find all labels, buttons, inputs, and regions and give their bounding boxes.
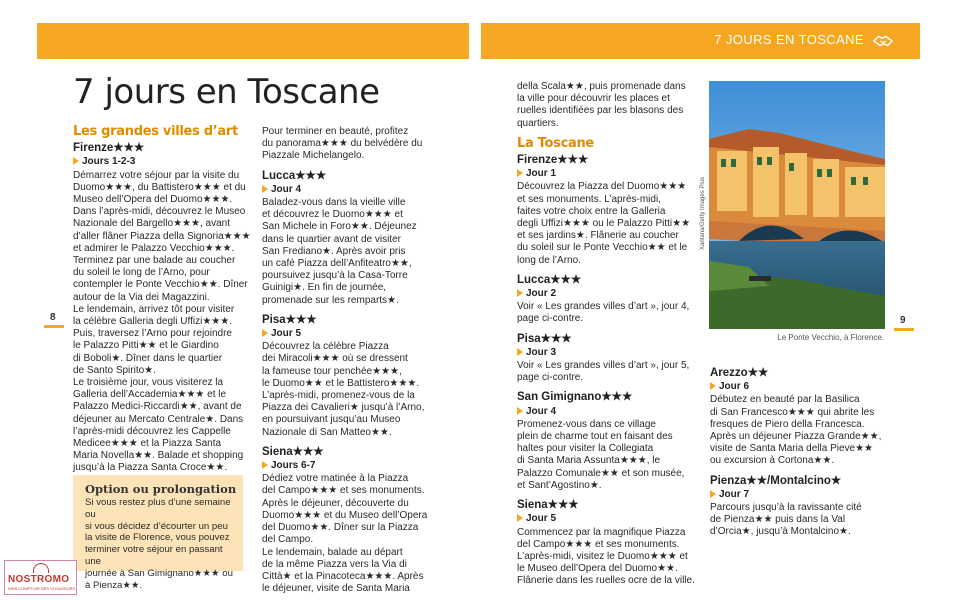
text-line: plein de charme tout en faisant des bbox=[517, 431, 673, 443]
text-line: degli Uffizi★★★ ou le Palazzo Pitti★★ bbox=[517, 218, 691, 230]
text-line: Découvrez la célèbre Piazza bbox=[262, 341, 389, 353]
text-line: le déjeuner, visite de Santa Maria bbox=[262, 583, 410, 595]
header-band-right bbox=[481, 23, 920, 59]
text-line: le Palazzo Pitti★★ et le Giardino bbox=[73, 340, 219, 352]
text-line: jusqu’à la Piazza Santa Croce★★. bbox=[73, 462, 228, 474]
paragraph bbox=[710, 502, 890, 539]
text-line: della Scala★★, puis promenade dans bbox=[517, 81, 686, 92]
day-heading: Jour 2 bbox=[517, 288, 697, 300]
text-line: autour de la Via dei Magazzini. bbox=[73, 291, 210, 303]
text-line: dans le quartier avant de visiter bbox=[262, 233, 401, 245]
photo-caption: Le Ponte Vecchio, à Florence. bbox=[777, 333, 884, 342]
paragraph bbox=[262, 197, 457, 307]
text-line: page ci-contre. bbox=[517, 372, 584, 384]
text-line: Piazzale Michelangelo. bbox=[262, 150, 365, 162]
text-line: l’après-midi découvrez les Cappelle bbox=[73, 425, 231, 437]
city-heading: Lucca★★★ bbox=[262, 169, 327, 182]
city-heading: San Gimignano★★★ bbox=[517, 391, 633, 404]
text-line: déjeuner au Mercato Centrale★. Dans bbox=[73, 413, 244, 425]
text-line: Piazza dei Cavalieri★ jusqu’à l’Arno, bbox=[262, 402, 425, 414]
text-line: Palazzo Comunale★★ et son musée, bbox=[517, 467, 685, 479]
text-line: et découvrez le Duomo★★★ et bbox=[262, 209, 403, 221]
text-line: Promenez-vous dans ce village bbox=[517, 418, 656, 430]
text-line: Pour terminer en beauté, profitez bbox=[262, 126, 409, 137]
text-line: visite de Santa Maria della Pieve★★ bbox=[710, 443, 874, 455]
text-line: dei Miracoli★★★ où se dressent bbox=[262, 353, 408, 365]
text-line: Voir « Les grandes villes d’art », jour 5, bbox=[517, 360, 690, 372]
text-line: terminer votre séjour en passant une bbox=[85, 544, 223, 567]
text-line: Medicee★★★ et la Piazza Santa bbox=[73, 438, 222, 450]
ponte-vecchio-photo bbox=[709, 81, 885, 329]
text-line: Dans l’après-midi, découvrez le Museo bbox=[73, 206, 246, 218]
running-title: 7 JOURS EN TOSCANE bbox=[714, 32, 864, 47]
text-line: Guinigi★. En fin de journée, bbox=[262, 282, 387, 294]
day-heading: Jour 4 bbox=[262, 184, 457, 196]
city-heading: Firenze★★★ bbox=[517, 154, 589, 167]
text-line: di San Francesco★★★ qui abrite les bbox=[710, 406, 875, 418]
text-line: long de l’Arno. bbox=[517, 254, 581, 266]
text-line: Le lendemain, arrivez tôt pour visiter bbox=[73, 303, 235, 315]
text-line: L’après-midi, promenez-vous de la bbox=[262, 390, 415, 402]
text-line: de Pienza★★ puis dans la Val bbox=[710, 514, 846, 526]
text-line: San Michele in Foro★★. Déjeunez bbox=[262, 221, 417, 233]
day-heading: Jour 5 bbox=[517, 513, 697, 525]
day-heading: Jour 5 bbox=[262, 328, 457, 340]
text-line: L’après-midi, visitez le Duomo★★★ et bbox=[517, 550, 688, 562]
text-line: Baladez-vous dans la vieille ville bbox=[262, 197, 406, 209]
day-heading: Jour 7 bbox=[710, 489, 890, 501]
text-line: d’aller flâner Piazza della Signoria★★★ bbox=[73, 230, 251, 242]
text-line: Après le déjeuner, découverte du bbox=[262, 497, 409, 509]
text-line: et admirer le Palazzo Vecchio★★★. bbox=[73, 242, 235, 254]
text-line: du soleil sur le Ponte Vecchio★★ et le bbox=[517, 242, 688, 254]
text-line: de la même Piazza vers la Via di bbox=[262, 558, 407, 570]
text-line: ou excursion à Cortona★★. bbox=[710, 455, 835, 467]
text-line: ruelles identifiées par les blasons des bbox=[517, 105, 684, 117]
text-line: fresques de Piero della Francesca. bbox=[710, 418, 865, 430]
handshake-icon bbox=[872, 30, 894, 52]
text-line: Terminez par une balade au coucher bbox=[73, 255, 236, 267]
day-heading: Jour 6 bbox=[710, 381, 890, 393]
text-line: Nazionale del Bargello★★★, avant bbox=[73, 218, 230, 230]
paragraph bbox=[262, 473, 457, 595]
day-heading: Jour 4 bbox=[517, 406, 697, 418]
box-text bbox=[85, 497, 237, 591]
text-line: Dédiez votre matinée à la Piazza bbox=[262, 473, 409, 485]
paragraph bbox=[262, 126, 457, 163]
city-heading: Pisa★★★ bbox=[262, 313, 317, 326]
text-line: et ses jardins★. Flânerie au coucher bbox=[517, 230, 679, 242]
text-line: un café Piazza dell’Anfiteatro★★, bbox=[262, 258, 412, 270]
text-line: del Campo. bbox=[262, 534, 314, 546]
text-line: San Frediano★. Après avoir pris bbox=[262, 245, 406, 257]
city-heading: Siena★★★ bbox=[517, 499, 579, 512]
paragraph bbox=[73, 170, 253, 475]
text-line: Débutez en beauté par la Basilica bbox=[710, 394, 860, 406]
day-heading: Jours 6-7 bbox=[262, 460, 457, 472]
paragraph bbox=[517, 527, 697, 588]
text-line: la célèbre Galleria degli Uffizi★★★. bbox=[73, 316, 232, 328]
column-1 bbox=[73, 126, 253, 475]
text-line: de Santo Spirito★. bbox=[73, 364, 156, 376]
photo-credit: Xantana/Getty Images Plus bbox=[700, 176, 706, 250]
city-heading: Pienza★★/Montalcino★ bbox=[710, 474, 842, 487]
text-line: en poursuivant jusqu’au Museo bbox=[262, 414, 401, 426]
text-line: promenade sur les remparts★. bbox=[262, 294, 399, 306]
text-line: di Boboli★. Dîner dans le quartier bbox=[73, 352, 223, 364]
paragraph bbox=[517, 360, 697, 384]
option-box bbox=[73, 475, 243, 591]
text-line: et ses monuments. L’après-midi, bbox=[517, 193, 661, 205]
header-band-left bbox=[37, 23, 469, 59]
text-line: Le troisième jour, vous visiterez la bbox=[73, 377, 224, 389]
text-line: à Pienza★★. bbox=[85, 579, 143, 591]
text-line: Maria Novella★★. Balade et shopping bbox=[73, 450, 244, 462]
text-line: page ci-contre. bbox=[517, 313, 584, 325]
city-heading: Firenze★★★ bbox=[73, 142, 145, 155]
dome-icon bbox=[33, 563, 49, 573]
text-line: Le lendemain, balade au départ bbox=[262, 546, 403, 558]
text-line: del Duomo★★. Dîner sur la Piazza bbox=[262, 522, 419, 534]
city-heading: Lucca★★★ bbox=[517, 273, 582, 286]
page-number-left: 8 bbox=[50, 312, 64, 328]
triangle-icon bbox=[262, 185, 268, 193]
text-line: Démarrez votre séjour par la visite du bbox=[73, 169, 240, 181]
text-line: di Santa Maria Assunta★★★, le bbox=[517, 455, 661, 467]
text-line: Flânerie dans les ruelles ocre de la ville. bbox=[517, 575, 695, 587]
text-line: poursuivez jusqu’à la Casa-Torre bbox=[262, 270, 408, 282]
paragraph bbox=[262, 341, 457, 439]
paragraph bbox=[517, 81, 697, 130]
text-line: Découvrez la Piazza del Duomo★★★ bbox=[517, 181, 687, 193]
photo-image bbox=[709, 81, 885, 329]
text-line: la visite de Florence, vous pouvez bbox=[85, 532, 230, 544]
text-line: del Campo★★★ et ses monuments. bbox=[517, 538, 680, 550]
text-line: le Museo dell’Opera del Duomo★★. bbox=[517, 563, 678, 575]
text-line: Duomo★★★, du Battistero★★★ et du bbox=[73, 181, 246, 193]
text-line: quartiers. bbox=[517, 117, 559, 129]
text-line: si vous décidez d’écourter un peu bbox=[85, 520, 228, 532]
day-heading: Jour 1 bbox=[517, 168, 697, 180]
text-line: del Campo★★★ et ses monuments. bbox=[262, 485, 425, 497]
triangle-icon bbox=[73, 157, 79, 165]
nostromo-logo: NOSTROMO WEB COMPTOIR DES VOYAGEURS bbox=[4, 560, 77, 595]
text-line: faites votre choix entre la Galleria bbox=[517, 205, 666, 217]
text-line: Commencez par la magnifique Piazza bbox=[517, 526, 686, 538]
text-line: Si vous restez plus d’une semaine ou bbox=[85, 497, 231, 520]
text-line: haltes pour visiter la Collegiata bbox=[517, 443, 654, 455]
triangle-icon bbox=[517, 289, 523, 297]
text-line: Voir « Les grandes villes d’art », jour 4, bbox=[517, 301, 690, 313]
triangle-icon bbox=[710, 382, 716, 390]
triangle-icon bbox=[262, 329, 268, 337]
triangle-icon bbox=[710, 490, 716, 498]
triangle-icon bbox=[517, 348, 523, 356]
page-number-right: 9 bbox=[900, 315, 914, 331]
triangle-icon bbox=[517, 514, 523, 522]
text-line: d’Orcia★, jusqu’à Montalcino★. bbox=[710, 526, 851, 538]
day-heading: Jours 1-2-3 bbox=[73, 156, 253, 168]
day-heading: Jour 3 bbox=[517, 347, 697, 359]
text-line: Après un déjeuner Piazza Grande★★, bbox=[710, 431, 882, 443]
text-line: Città★ et la Pinacoteca★★★. Après bbox=[262, 570, 424, 582]
text-line: le Duomo★★ et le Battistero★★★. bbox=[262, 377, 420, 389]
column-2 bbox=[262, 126, 457, 595]
text-line: la fameuse tour penchée★★★, bbox=[262, 365, 402, 377]
text-line: Duomo★★★ et du Museo dell’Opera bbox=[262, 509, 428, 521]
paragraph bbox=[517, 181, 697, 266]
city-heading: Arezzo★★ bbox=[710, 367, 769, 379]
text-line: du soleil le long de l’Arno, pour bbox=[73, 267, 210, 279]
section-heading: La Toscane bbox=[517, 135, 594, 151]
page-title: 7 jours en Toscane bbox=[73, 72, 380, 112]
text-line: journée à San Gimignano★★★ ou bbox=[85, 567, 233, 579]
text-line: Palazzo Medici-Riccardi★★, avant de bbox=[73, 401, 242, 413]
text-line: Museo dell’Opera del Duomo★★★. bbox=[73, 194, 233, 206]
section-heading: Les grandes villes d’art bbox=[73, 124, 238, 139]
text-line: du panorama★★★ du belvédère du bbox=[262, 138, 423, 150]
paragraph bbox=[710, 394, 890, 467]
text-line: Nazionale di San Matteo★★. bbox=[262, 426, 392, 438]
text-line: la ville pour découvrir les places et bbox=[517, 93, 670, 105]
city-heading: Pisa★★★ bbox=[517, 332, 572, 345]
text-line: Galleria dell’Accademia★★★ et le bbox=[73, 389, 227, 401]
triangle-icon bbox=[517, 169, 523, 177]
triangle-icon bbox=[262, 461, 268, 469]
box-title: Option ou prolongation bbox=[85, 482, 237, 496]
city-heading: Siena★★★ bbox=[262, 445, 324, 458]
column-4 bbox=[710, 364, 890, 539]
paragraph bbox=[517, 301, 697, 325]
paragraph bbox=[517, 419, 697, 492]
triangle-icon bbox=[517, 407, 523, 415]
column-3 bbox=[517, 81, 697, 588]
text-line: Puis, traversez l’Arno pour rejoindre bbox=[73, 328, 232, 340]
text-line: contempler le Ponte Vecchio★★. Dîner bbox=[73, 279, 248, 291]
text-line: et Sant’Agostino★. bbox=[517, 479, 602, 491]
text-line: Parcours jusqu’à la ravissante cité bbox=[710, 502, 862, 514]
